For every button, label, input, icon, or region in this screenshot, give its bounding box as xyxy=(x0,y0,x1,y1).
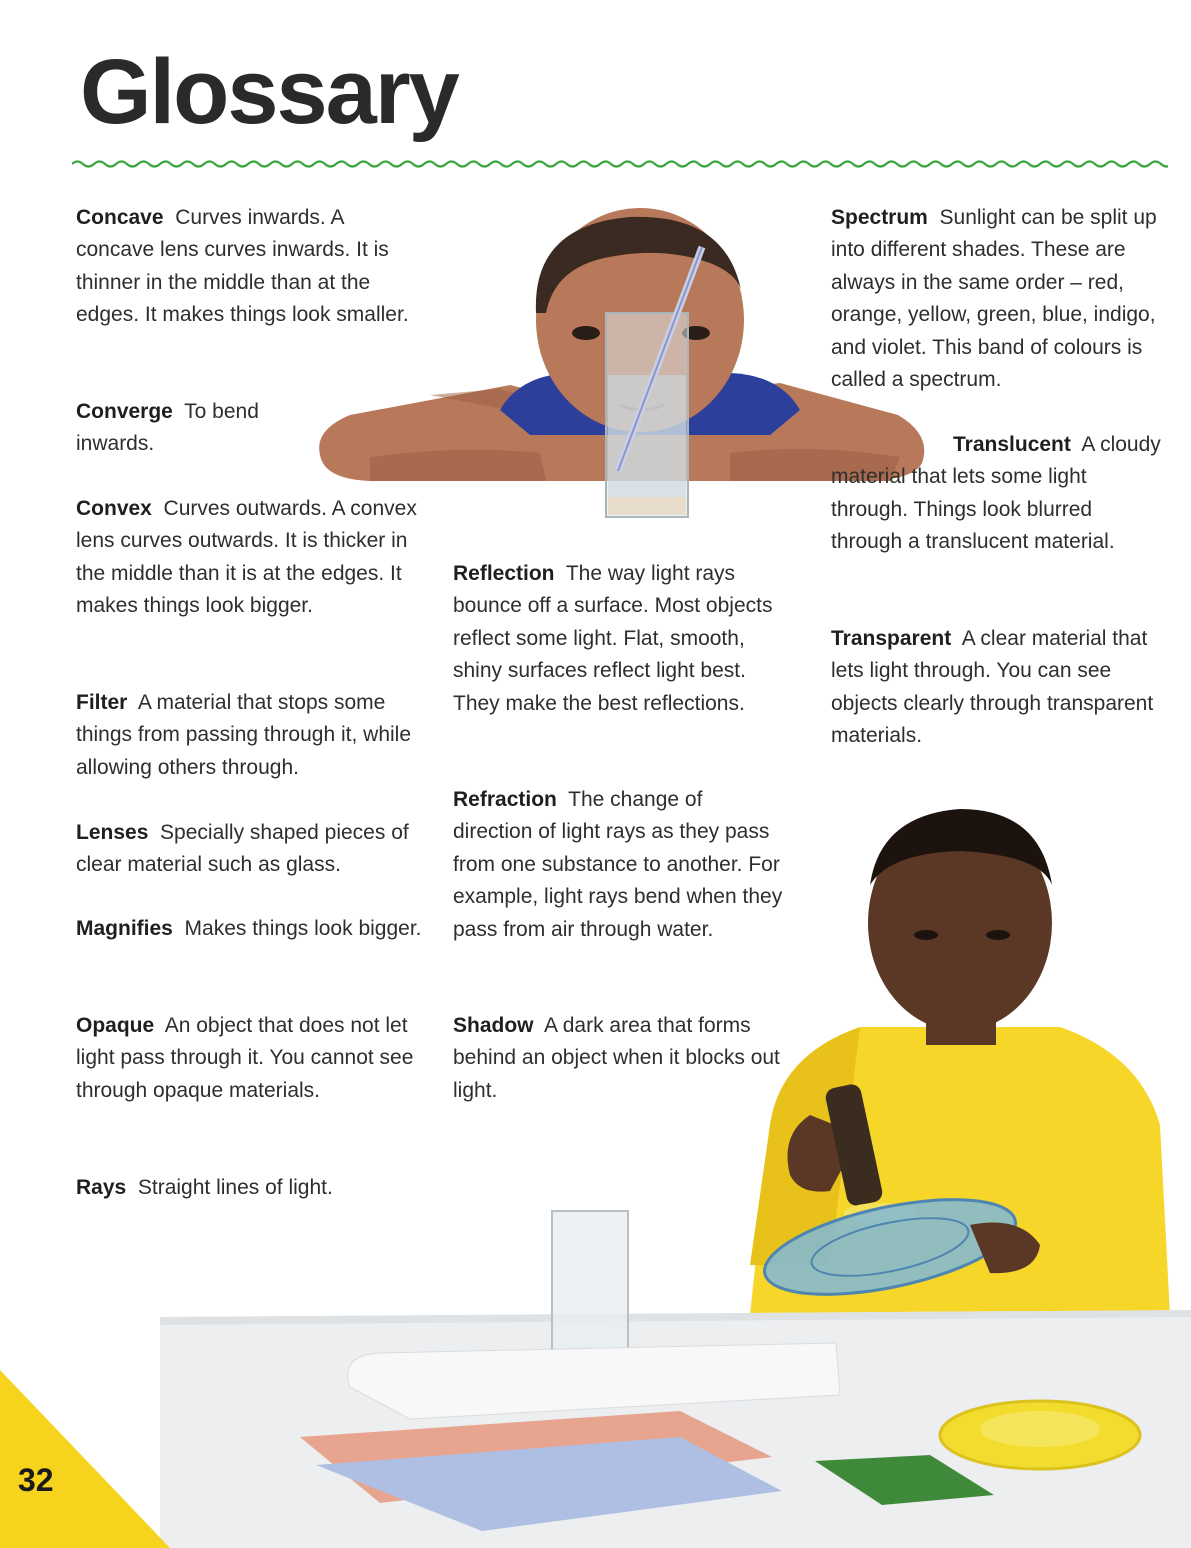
glossary-term: Rays xyxy=(76,1176,127,1199)
glossary-term: Spectrum xyxy=(831,206,928,229)
glossary-term: Shadow xyxy=(453,1014,534,1037)
glossary-entry-convex xyxy=(76,493,426,623)
glossary-definition: A cloudy material that lets some light through. Things look blurred through a translucent material. xyxy=(831,433,1161,554)
glossary-definition: An object that does not let light pass through it. You cannot see through opaque materials. xyxy=(76,1014,414,1102)
glossary-entry-magnifies xyxy=(76,913,426,945)
glossary-entry-rays xyxy=(76,1172,426,1204)
glossary-entry-reflection xyxy=(453,558,783,720)
glossary-entry-spectrum xyxy=(831,202,1171,396)
glossary-term: Magnifies xyxy=(76,917,173,940)
glossary-entry-refraction xyxy=(453,784,783,946)
glossary-term: Lenses xyxy=(76,821,149,844)
glossary-entry-translucent xyxy=(831,429,1161,559)
glossary-term: Filter xyxy=(76,691,128,714)
glossary-term: Reflection xyxy=(453,562,555,585)
glossary-definition: A dark area that forms behind an object when it blocks out light. xyxy=(453,1014,780,1102)
glossary-entry-transparent xyxy=(831,623,1161,753)
glossary-term: Translucent xyxy=(953,433,1071,456)
glossary-term: Concave xyxy=(76,206,164,229)
glossary-definition: Straight lines of light. xyxy=(137,1176,333,1199)
glossary-definition: The way light rays bounce off a surface. Most objects reflect some light. Flat, smooth, shiny surfaces reflect light best. They make the best reflections. xyxy=(453,562,773,715)
page-title: Glossary xyxy=(80,41,458,143)
glossary-definition: Curves outwards. A convex lens curves outwards. It is thicker in the middle than it is at the edges. It makes things look bigger. xyxy=(76,497,417,618)
glossary-term: Convex xyxy=(76,497,152,520)
glossary-term: Opaque xyxy=(76,1014,155,1037)
glossary-entry-lenses xyxy=(76,817,426,882)
glossary-entry-filter xyxy=(76,687,432,784)
glossary-definition: Curves inwards. A concave lens curves inwards. It is thinner in the middle than at the edges. It makes things look smaller. xyxy=(76,206,409,327)
glossary-term: Converge xyxy=(76,400,173,423)
glossary-definition: Specially shaped pieces of clear material such as glass. xyxy=(76,821,409,877)
page-number: 32 xyxy=(18,1462,54,1498)
glossary-entry-shadow xyxy=(453,1010,793,1107)
glossary-definition: Makes things look bigger. xyxy=(184,917,422,940)
glossary-definition: A material that stops some things from passing through it, while allowing others through. xyxy=(76,691,412,779)
glossary-definition: A clear material that lets light through. You can see objects clearly through transparent materials. xyxy=(831,627,1154,748)
glossary-entry-concave xyxy=(76,202,426,332)
glossary-term: Transparent xyxy=(831,627,952,650)
page-corner-triangle xyxy=(0,1370,170,1548)
wavy-divider xyxy=(72,152,1168,176)
glossary-entry-converge xyxy=(76,396,290,461)
glossary-entry-opaque xyxy=(76,1010,426,1107)
table-scene-illustration xyxy=(160,1205,1191,1548)
glossary-definition: Sunlight can be split up into different shades. These are always in the same order – red, orange, yellow, green, blue, indigo, and violet. This band of colours is called a spectrum. xyxy=(831,206,1157,392)
glossary-definition: The change of direction of light rays as they pass from one substance to another. For example, light rays bend when they pass from air through water. xyxy=(453,788,783,941)
glossary-term: Refraction xyxy=(453,788,557,811)
glossary-definition: To bend inwards. xyxy=(76,400,259,456)
